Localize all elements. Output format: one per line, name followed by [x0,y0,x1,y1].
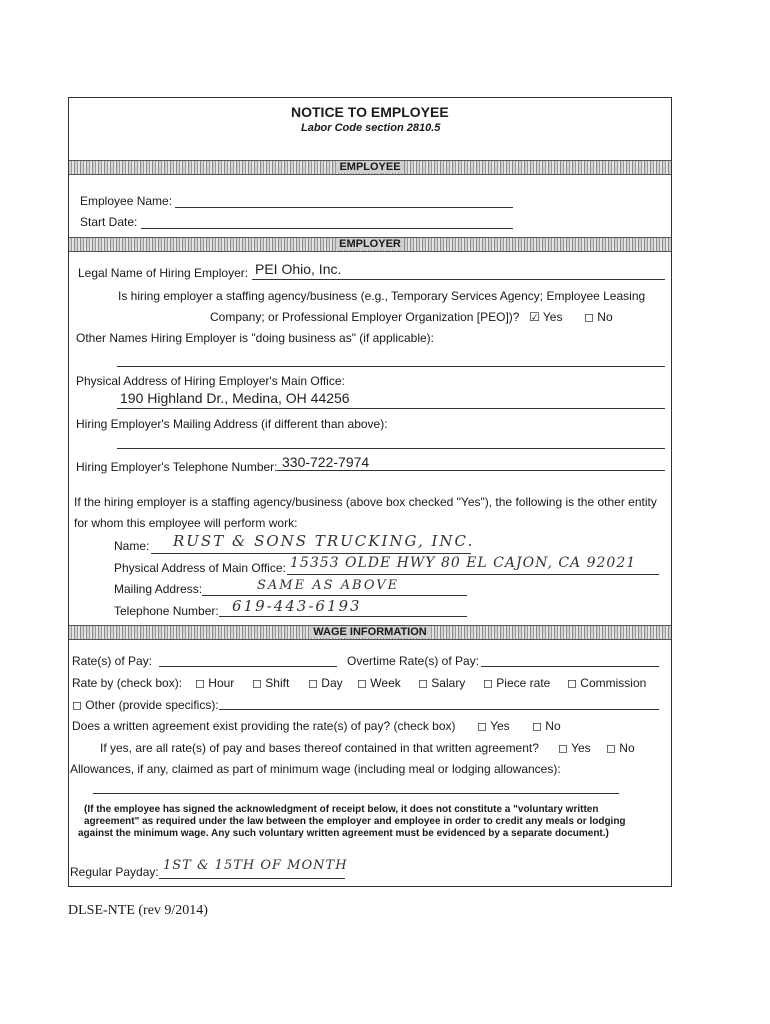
option-hour-checkbox[interactable]: ◻ Hour [195,676,235,690]
notice-to-employee-form [68,97,672,887]
start-date-field[interactable] [141,228,513,229]
option-commission-checkbox[interactable]: ◻ Commission [567,676,647,690]
staffing-question-line2: Company; or Professional Employer Organization [PEO])? [210,310,520,324]
regular-payday-label: Regular Payday: [70,865,159,879]
form-revision-footer: DLSE-NTE (rev 9/2014) [68,903,208,918]
other-specifics-label[interactable]: ◻ Other (provide specifics): [72,698,219,712]
other-specifics-field[interactable] [219,709,659,710]
section-employee-header: EMPLOYEE [69,160,671,175]
staffing-question-line1: Is hiring employer a staffing agency/business (e.g., Temporary Services Agency; Employee Leasing [118,289,646,303]
acknowledgment-note-line3: against the minimum wage. Any such voluntary written agreement must be evidenced by a separate document.) [78,828,609,839]
form-title: NOTICE TO EMPLOYEE [291,104,449,120]
section-wage-header: WAGE INFORMATION [69,625,671,640]
option-week-checkbox[interactable]: ◻ Week [357,676,401,690]
address-value: 190 Highland Dr., Medina, OH 44256 [120,390,350,406]
other-phone-field[interactable] [219,616,467,617]
other-phone-value: 619-443-6193 [232,597,362,615]
regular-payday-field[interactable] [159,878,345,879]
phone-value: 330-722-7974 [282,454,370,470]
agreement-no-checkbox[interactable]: ◻ No [532,719,561,733]
start-date-label: Start Date: [80,215,138,229]
other-name-label: Name: [114,539,150,553]
agreement-yes-checkbox[interactable]: ◻ Yes [477,719,510,733]
option-shift-checkbox[interactable]: ◻ Shift [252,676,290,690]
acknowledgment-note-line2: agreement" as required under the law between the employer and employee in order to credit any meals or lodging [84,816,626,827]
section-employer-header: EMPLOYER [69,237,671,252]
other-mailing-label: Mailing Address: [114,582,203,596]
allowances-field[interactable] [93,793,619,794]
staffing-no-checkbox[interactable]: ◻ No [584,310,613,324]
dba-label: Other Names Hiring Employer is "doing business as" (if applicable): [76,331,435,345]
mailing-address-label: Hiring Employer's Mailing Address (if different than above): [76,417,388,431]
other-entity-text-line1: If the hiring employer is a staffing agency/business (above box checked "Yes"), the following is the other entity [74,495,657,509]
rate-by-label: Rate by (check box): [72,676,183,690]
other-mailing-field[interactable] [202,595,467,596]
other-mailing-value: SAME AS ABOVE [257,578,400,593]
rates-contained-question: If yes, are all rate(s) of pay and bases thereof contained in that written agreement? [100,741,539,755]
regular-payday-value: 1ST & 15TH OF MONTH [163,858,348,873]
phone-label: Hiring Employer's Telephone Number: [76,460,278,474]
acknowledgment-note-line1: (If the employee has signed the acknowledgment of receipt below, it does not constitute a "voluntary written [84,804,599,815]
other-entity-text-line2: for whom this employee will perform work: [74,516,298,530]
contained-no-checkbox[interactable]: ◻ No [606,741,635,755]
other-address-value: 15353 OLDE HWY 80 EL CAJON, CA 92021 [290,555,637,571]
option-salary-checkbox[interactable]: ◻ Salary [418,676,466,690]
other-address-field[interactable] [287,574,659,575]
form-subtitle: Labor Code section 2810.5 [301,122,441,134]
phone-field[interactable] [277,470,665,471]
overtime-rate-field[interactable] [481,666,659,667]
legal-name-value: PEI Ohio, Inc. [255,261,342,277]
dba-field[interactable] [117,366,665,367]
other-name-value: RUST & SONS TRUCKING, INC. [173,532,475,550]
other-phone-label: Telephone Number: [114,604,219,618]
employee-name-label: Employee Name: [80,194,173,208]
address-label: Physical Address of Hiring Employer's Main Office: [76,374,345,388]
staffing-yes-checkbox[interactable]: ☑ Yes [529,310,563,324]
allowances-label: Allowances, if any, claimed as part of minimum wage (including meal or lodging allowances): [70,762,561,776]
legal-name-label: Legal Name of Hiring Employer: [78,266,249,280]
legal-name-field[interactable] [252,279,665,280]
contained-yes-checkbox[interactable]: ◻ Yes [558,741,591,755]
written-agreement-question: Does a written agreement exist providing the rate(s) of pay? (check box) [72,719,456,733]
other-address-label: Physical Address of Main Office: [114,561,286,575]
option-day-checkbox[interactable]: ◻ Day [308,676,343,690]
address-field[interactable] [117,408,665,409]
employee-name-field[interactable] [175,207,513,208]
overtime-rate-label: Overtime Rate(s) of Pay: [347,654,480,668]
rate-of-pay-field[interactable] [159,666,337,667]
rate-of-pay-label: Rate(s) of Pay: [72,654,153,668]
other-name-field[interactable] [151,553,471,554]
option-piece-rate-checkbox[interactable]: ◻ Piece rate [483,676,551,690]
mailing-address-field[interactable] [117,448,665,449]
